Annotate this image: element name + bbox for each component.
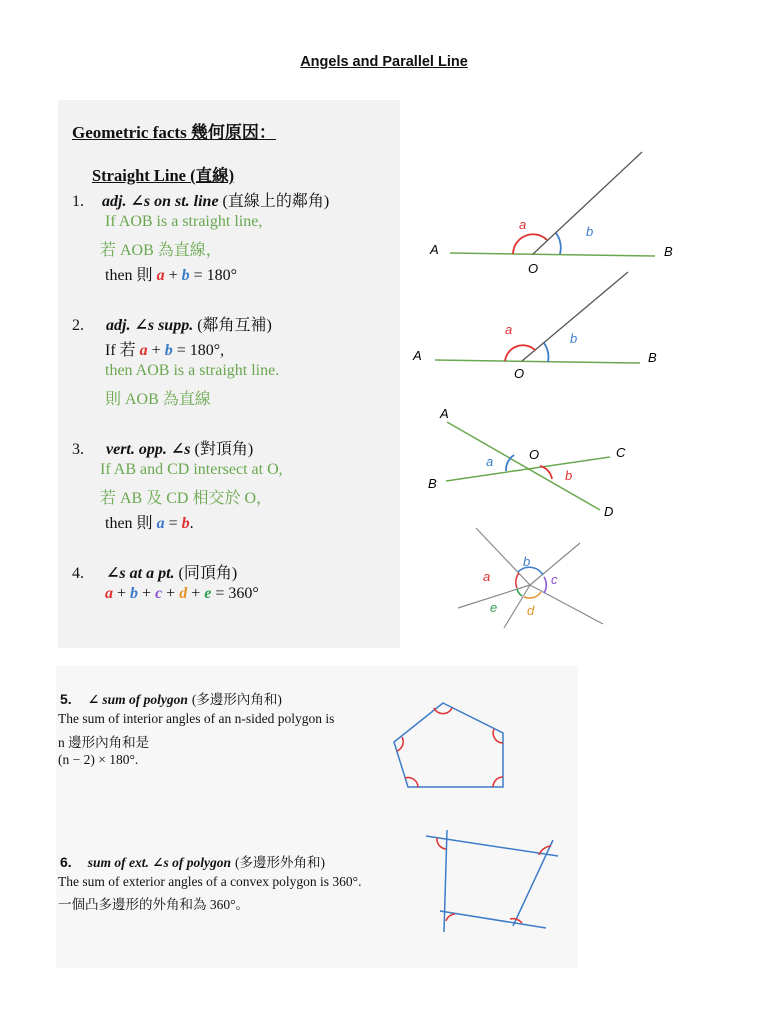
item4-plus3: + [166, 585, 176, 602]
item1-b: b [181, 267, 190, 284]
arc-c-4 [544, 577, 546, 593]
straight-line-heading: Straight Line (直線) [92, 166, 235, 185]
item2-line3: 則 AOB 為直線 [105, 391, 211, 408]
label-O-3: O [529, 447, 540, 462]
page-title: Angels and Parallel Line [300, 54, 468, 70]
item5-reason: ∠ sum of polygon [87, 692, 188, 707]
label-c-4: c [551, 572, 558, 587]
item4-plus1: + [117, 585, 127, 602]
item1-a: a [156, 267, 165, 284]
ext-arc-3 [446, 914, 455, 921]
item2-number: 2. [72, 317, 84, 334]
item3-eq: = [168, 515, 178, 532]
item4-a: a [105, 585, 113, 602]
item6-reason: sum of ext. ∠s of polygon [87, 855, 231, 870]
item5-number: 5. [60, 691, 72, 707]
ext-line-3 [440, 911, 546, 928]
label-B-2: B [648, 350, 657, 365]
item1-plus: + [168, 267, 178, 284]
item2-reason: adj. ∠s supp. [106, 317, 194, 334]
arc-a-4 [516, 573, 519, 588]
item2-reason-cn: (鄰角互補) [197, 317, 272, 334]
ext-line-4 [444, 830, 447, 932]
arc-b-4 [518, 567, 543, 575]
label-A-1: A [430, 242, 439, 257]
item6-line1: The sum of exterior angles of a convex polygon is 360°. [58, 874, 362, 889]
item4-c: c [155, 585, 163, 602]
label-b-4: b [523, 554, 531, 569]
label-D-3: D [604, 504, 614, 519]
item2-a: a [139, 342, 148, 359]
label-b-3: b [565, 468, 573, 483]
item4-reason: ∠s at a pt. [106, 565, 175, 582]
label-a-2: a [505, 322, 513, 337]
item6-line2: 一個凸多邊形的外角和為 360°。 [58, 897, 250, 912]
item5-reason-cn: (多邊形內角和) [191, 692, 282, 707]
item2-eq: = 180°, [176, 342, 225, 359]
item1-then: then 則 [105, 267, 153, 284]
item4-d: d [179, 585, 188, 602]
label-A-3: A [440, 406, 449, 421]
item3-number: 3. [72, 441, 84, 458]
item3-reason: vert. opp. ∠s [106, 441, 191, 458]
item5-line1: The sum of interior angles of an n-sided polygon is [58, 711, 335, 726]
arc-e-4 [517, 589, 522, 596]
item4-eq: = 360° [215, 585, 259, 602]
item1-reason: adj. ∠s on st. line [102, 193, 219, 210]
item1-number: 1. [72, 193, 84, 210]
line-ad [447, 422, 600, 510]
item6-number: 6. [60, 854, 72, 870]
item4-b: b [130, 585, 139, 602]
label-a-4: a [483, 569, 491, 584]
item3-line1: If AB and CD intersect at O, [100, 461, 283, 478]
item4-reason-cn: (同頂角) [178, 565, 238, 582]
item3-line2: 若 AB 及 CD 相交於 O， [100, 490, 273, 507]
label-a-1: a [519, 217, 527, 232]
item2-b: b [164, 342, 173, 359]
diagram-adj-angles-st-line [429, 152, 673, 276]
item1-eq: = 180° [193, 267, 238, 284]
line-bc [446, 457, 610, 481]
label-B-3: B [428, 476, 437, 491]
label-e-4: e [490, 600, 498, 615]
item6-reason-cn: (多邊形外角和) [235, 855, 325, 870]
ray-2 [522, 272, 628, 361]
item5-line3: (n − 2) × 180°. [58, 752, 139, 767]
label-a-3: a [486, 454, 494, 469]
label-O-2: O [514, 366, 525, 381]
item1-line2: 若 AOB 為直線， [100, 242, 222, 259]
line-ab-2 [435, 360, 640, 363]
geometric-facts-heading: Geometric facts 幾何原因： [72, 123, 276, 142]
diagram-vert-opp-angles [428, 406, 626, 519]
pentagon-arc-3 [493, 777, 503, 787]
item4-plus2: + [142, 585, 152, 602]
diagram-adj-angles-supp [412, 272, 657, 381]
item3-a: a [156, 515, 165, 532]
label-d-4: d [527, 603, 535, 618]
arc-d-4 [524, 592, 541, 598]
diagram-exterior-angles [426, 830, 558, 932]
arc-b-1 [556, 233, 561, 254]
diagram-pentagon [394, 703, 503, 787]
arc-b-2 [544, 343, 548, 362]
pentagon-shape [394, 703, 503, 787]
item2-plus: + [151, 342, 161, 359]
label-A-2: A [413, 348, 422, 363]
ext-arc-4 [437, 838, 446, 849]
item1-line1: If AOB is a straight line, [105, 213, 263, 230]
item4-e: e [204, 585, 212, 602]
line-ab-1 [450, 253, 655, 256]
label-b-2: b [570, 331, 578, 346]
item5-line2: n 邊形內角和是 [58, 735, 150, 750]
item3-then: then 則 [105, 515, 153, 532]
label-B-1: B [664, 244, 673, 259]
item4-plus4: + [191, 585, 201, 602]
item2-line2: then AOB is a straight line. [105, 362, 280, 379]
item1-reason-cn: (直線上的鄰角) [222, 193, 330, 210]
label-O-1: O [528, 261, 539, 276]
item4-number: 4. [72, 565, 84, 582]
label-b-1: b [586, 224, 594, 239]
item3-b: b [181, 515, 190, 532]
item3-dot: . [189, 515, 194, 532]
label-C-3: C [616, 445, 626, 460]
diagram-angles-at-point [458, 528, 603, 628]
item3-reason-cn: (對頂角) [194, 441, 254, 458]
ray-4-3 [530, 585, 603, 624]
arc-a-1 [513, 234, 547, 254]
item2-if: If 若 [105, 342, 136, 359]
